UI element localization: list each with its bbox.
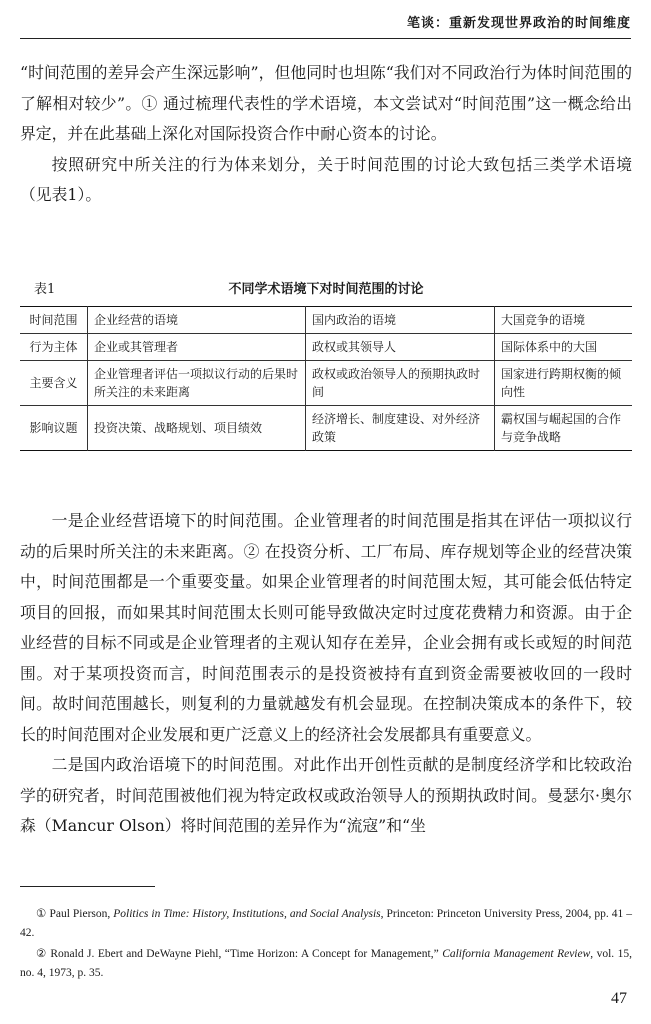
- running-title: 笔谈：重新发现世界政治的时间维度: [406, 16, 631, 31]
- body-paragraph-1: 一是企业经营语境下的时间范围。企业管理者的时间范围是指其在评估一项拟议行动的后果时所关注的未来距离。② 在投资分析、工厂布局、库存规划等企业的经营决策中，时间范围都是一个重要变量。如果企业管理者的时间范围太短，其可能会低估特定项目的回报，而如果其时间范围太长则可能导致做决定时过度花费精力和资源。由于企业经营的目标不同或是企业管理者的主观认知存在差异，企业会拥有或长或短的时间范围。对于某项投资而言，时间范围表示的是投资被持有直到资金需要被收回的一段时间。故时间范围越长，则复利的力量就越发有机会显现。在控制决策成本的条件下，较长的时间范围对企业发展和更广泛意义上的经济社会发展都具有重要意义。: [20, 511, 632, 744]
- table-cell: 时间范围: [20, 307, 88, 334]
- footnote-2: [20, 945, 632, 983]
- intro-paragraph-1: “时间范围的差异会产生深远影响”，但他同时也坦陈“我们对不同政治行为体时间范围的了解相对较少”。① 通过梳理代表性的学术语境，本文尝试对“时间范围”这一概念给出界定，并在此基础上深化对国际投资合作中耐心资本的讨论。: [20, 63, 632, 143]
- footnote-lead: Ronald J. Ebert and DeWayne Piehl, “Time Horizon: A Concept for Management,”: [50, 948, 439, 960]
- body-paragraph-2: 二是国内政治语境下的时间范围。对此作出开创性贡献的是制度经济学和比较政治学的研究者，时间范围被他们视为特定政权或政治领导人的预期执政时间。曼瑟尔·奥尔森（Mancur Olson）将时间范围的差异作为“流寇”和“坐: [20, 755, 632, 835]
- table-row: [20, 361, 632, 406]
- header-rule: [20, 38, 631, 39]
- table-row: [20, 406, 632, 451]
- table-cell: 霸权国与崛起国的合作与竞争战略: [495, 406, 633, 451]
- footnote-citation: , vol. 15, no. 4, 1973, p. 35.: [20, 948, 633, 979]
- table-cell: 大国竞争的语境: [495, 307, 633, 334]
- page-number: 47: [611, 990, 627, 1007]
- footnote-book-title: Politics in Time: History, Institutions, and Social Analysis: [113, 908, 381, 920]
- footnote-citation: , Princeton: Princeton University Press, 2004, pp. 41 – 42.: [20, 908, 633, 939]
- footnote-marker: ②: [36, 948, 47, 960]
- intro-section: [20, 58, 632, 211]
- footnotes: [20, 905, 632, 985]
- table-row: [20, 307, 632, 334]
- table-row: [20, 334, 632, 361]
- intro-paragraph-2: 按照研究中所关注的行为体来划分，关于时间范围的讨论大致包括三类学术语境（见表1）。: [20, 154, 632, 204]
- table-cell: 国内政治的语境: [306, 307, 495, 334]
- table-cell: 行为主体: [20, 334, 88, 361]
- table-number: 表1: [34, 282, 56, 297]
- table-cell: 主要含义: [20, 361, 88, 406]
- table-caption: [20, 278, 632, 296]
- table-cell: 国家进行跨期权衡的倾向性: [495, 361, 633, 406]
- table-cell: 国际体系中的大国: [495, 334, 633, 361]
- table-cell: 政权或政治领导人的预期执政时间: [306, 361, 495, 406]
- footnote-rule: [20, 886, 155, 887]
- table-cell: 投资决策、战略规划、项目绩效: [88, 406, 306, 451]
- footnote-author: Paul Pierson,: [49, 908, 111, 920]
- table-cell: 企业管理者评估一项拟议行动的后果时所关注的未来距离: [88, 361, 306, 406]
- table-cell: 企业经营的语境: [88, 307, 306, 334]
- table-cell: 经济增长、制度建设、对外经济政策: [306, 406, 495, 451]
- footnote-journal: California Management Review: [442, 948, 591, 960]
- footnote-marker: ①: [36, 908, 47, 920]
- table-cell: 企业或其管理者: [88, 334, 306, 361]
- discussion-table: [20, 306, 632, 451]
- table-cell: 影响议题: [20, 406, 88, 451]
- table-cell: 政权或其领导人: [306, 334, 495, 361]
- body-section: [20, 506, 632, 842]
- table-title: 不同学术语境下对时间范围的讨论: [228, 282, 424, 297]
- footnote-1: [20, 905, 632, 943]
